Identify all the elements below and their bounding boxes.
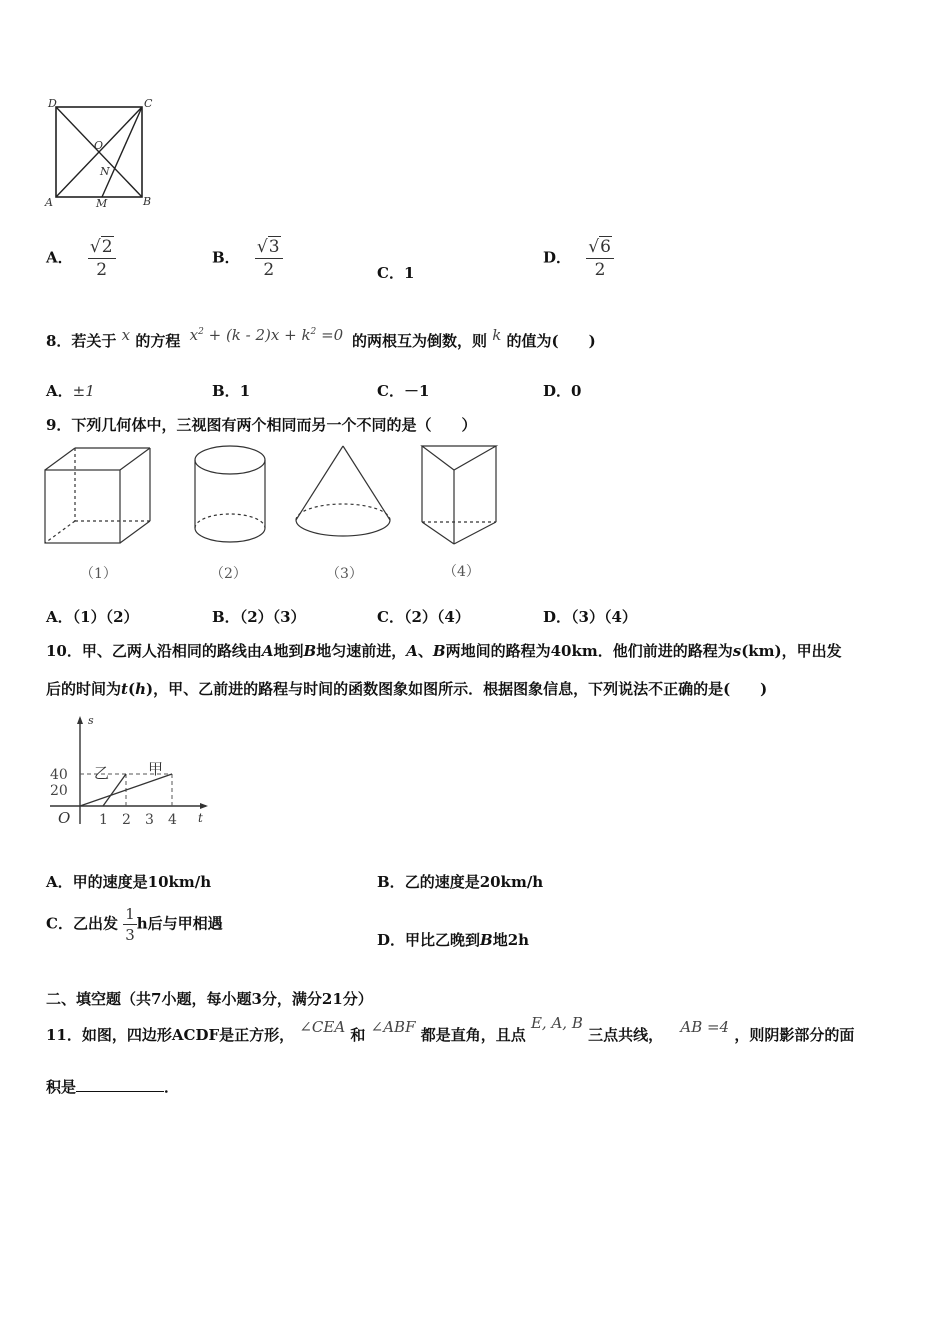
y-tick-label: 20 [50, 783, 68, 799]
x-tick-label: 1 [99, 812, 108, 828]
x-axis-label: t [198, 811, 203, 825]
square-figure [42, 95, 162, 213]
y-tick-label: 40 [50, 767, 68, 783]
series-label-yi: 乙 [94, 764, 110, 782]
q8-option-b: B．1 [212, 382, 251, 400]
q8-stem: 8．若关于 x 的方程 $x^2 + (k - 2)x + k^2 =0$ 的两根互为倒数，则 k 的值为( ) [46, 326, 596, 350]
label-d: D [48, 97, 57, 110]
q7-option-b: B． $\frac{√3}{2}$ [212, 236, 283, 281]
q8-option-a: A．±1 [46, 382, 95, 400]
q9-option-a: A．（1）（2） [46, 608, 139, 626]
section-heading: 二、填空题（共7小题，每小题3分，满分21分） [46, 990, 373, 1008]
caption-2: （2） [210, 566, 247, 582]
x-tick-label: 4 [168, 812, 177, 828]
label-o: O [94, 139, 104, 152]
q7-option-c: C．1 [377, 264, 415, 282]
x-tick-label: 2 [122, 812, 131, 828]
q10-option-c: C．乙出发 $\frac{1}{3}$ h后与甲相遇 [46, 905, 223, 944]
q10-option-a: A．甲的速度是10km/h [46, 873, 212, 891]
answer-blank[interactable] [76, 1077, 164, 1092]
caption-1: （1） [80, 566, 117, 582]
q10-option-d: D．甲比乙晚到B地2h [377, 931, 530, 949]
q9-option-d: D．（3）（4） [543, 608, 637, 626]
distance-time-chart [46, 712, 216, 832]
label-a: A [45, 196, 53, 209]
q11-stem-line1: 11．如图，四边形ACDF是正方形， ∠CEA 和 ∠ABF 都是直角，且点 E, A, B 三点共线， AB =4 ，则阴影部分的面 [46, 1014, 855, 1044]
q11-stem-line2: 积是 ． [46, 1078, 180, 1096]
label-c: C [144, 97, 153, 110]
q10-stem-line2: 后的时间为t(h)，甲、乙前进的路程与时间的函数图象如图所示．根据图象信息，下列说法不正确的是( ) [46, 680, 768, 698]
y-axis-label: s [88, 714, 94, 727]
q8-option-d: D．0 [543, 382, 582, 400]
q7-option-d: D． $\frac{√6}{2}$ [543, 236, 614, 281]
series-label-jia: 甲 [148, 760, 164, 778]
q10-stem-line1: 10．甲、乙两人沿相同的路线由A地到B地匀速前进，A、B两地间的路程为40km．他们前进的路程为s(km)，甲出发 [46, 642, 842, 660]
label-n: N [100, 165, 110, 178]
caption-3: （3） [326, 566, 363, 582]
cylinder-shape [195, 446, 265, 542]
x-tick-label: 3 [145, 812, 154, 828]
cube-shape [45, 448, 150, 543]
q10-option-b: B．乙的速度是20km/h [377, 873, 544, 891]
q7-option-a: A． $\frac{√2}{2}$ [46, 236, 116, 281]
prism-shape [422, 446, 496, 544]
solids-figure [40, 440, 520, 590]
q8-option-c: C．－1 [377, 382, 430, 400]
y-axis-arrow [77, 716, 83, 724]
q9-option-c: C．（2）（4） [377, 608, 470, 626]
caption-4: （4） [443, 564, 480, 580]
q9-stem: 9．下列几何体中，三视图有两个相同而另一个不同的是（ ） [46, 416, 477, 434]
origin-label: O [58, 809, 71, 827]
cone-shape [296, 446, 390, 536]
q9-option-b: B．（2）（3） [212, 608, 306, 626]
label-m: M [96, 197, 108, 210]
label-b: B [143, 195, 152, 208]
x-axis-arrow [200, 803, 208, 809]
